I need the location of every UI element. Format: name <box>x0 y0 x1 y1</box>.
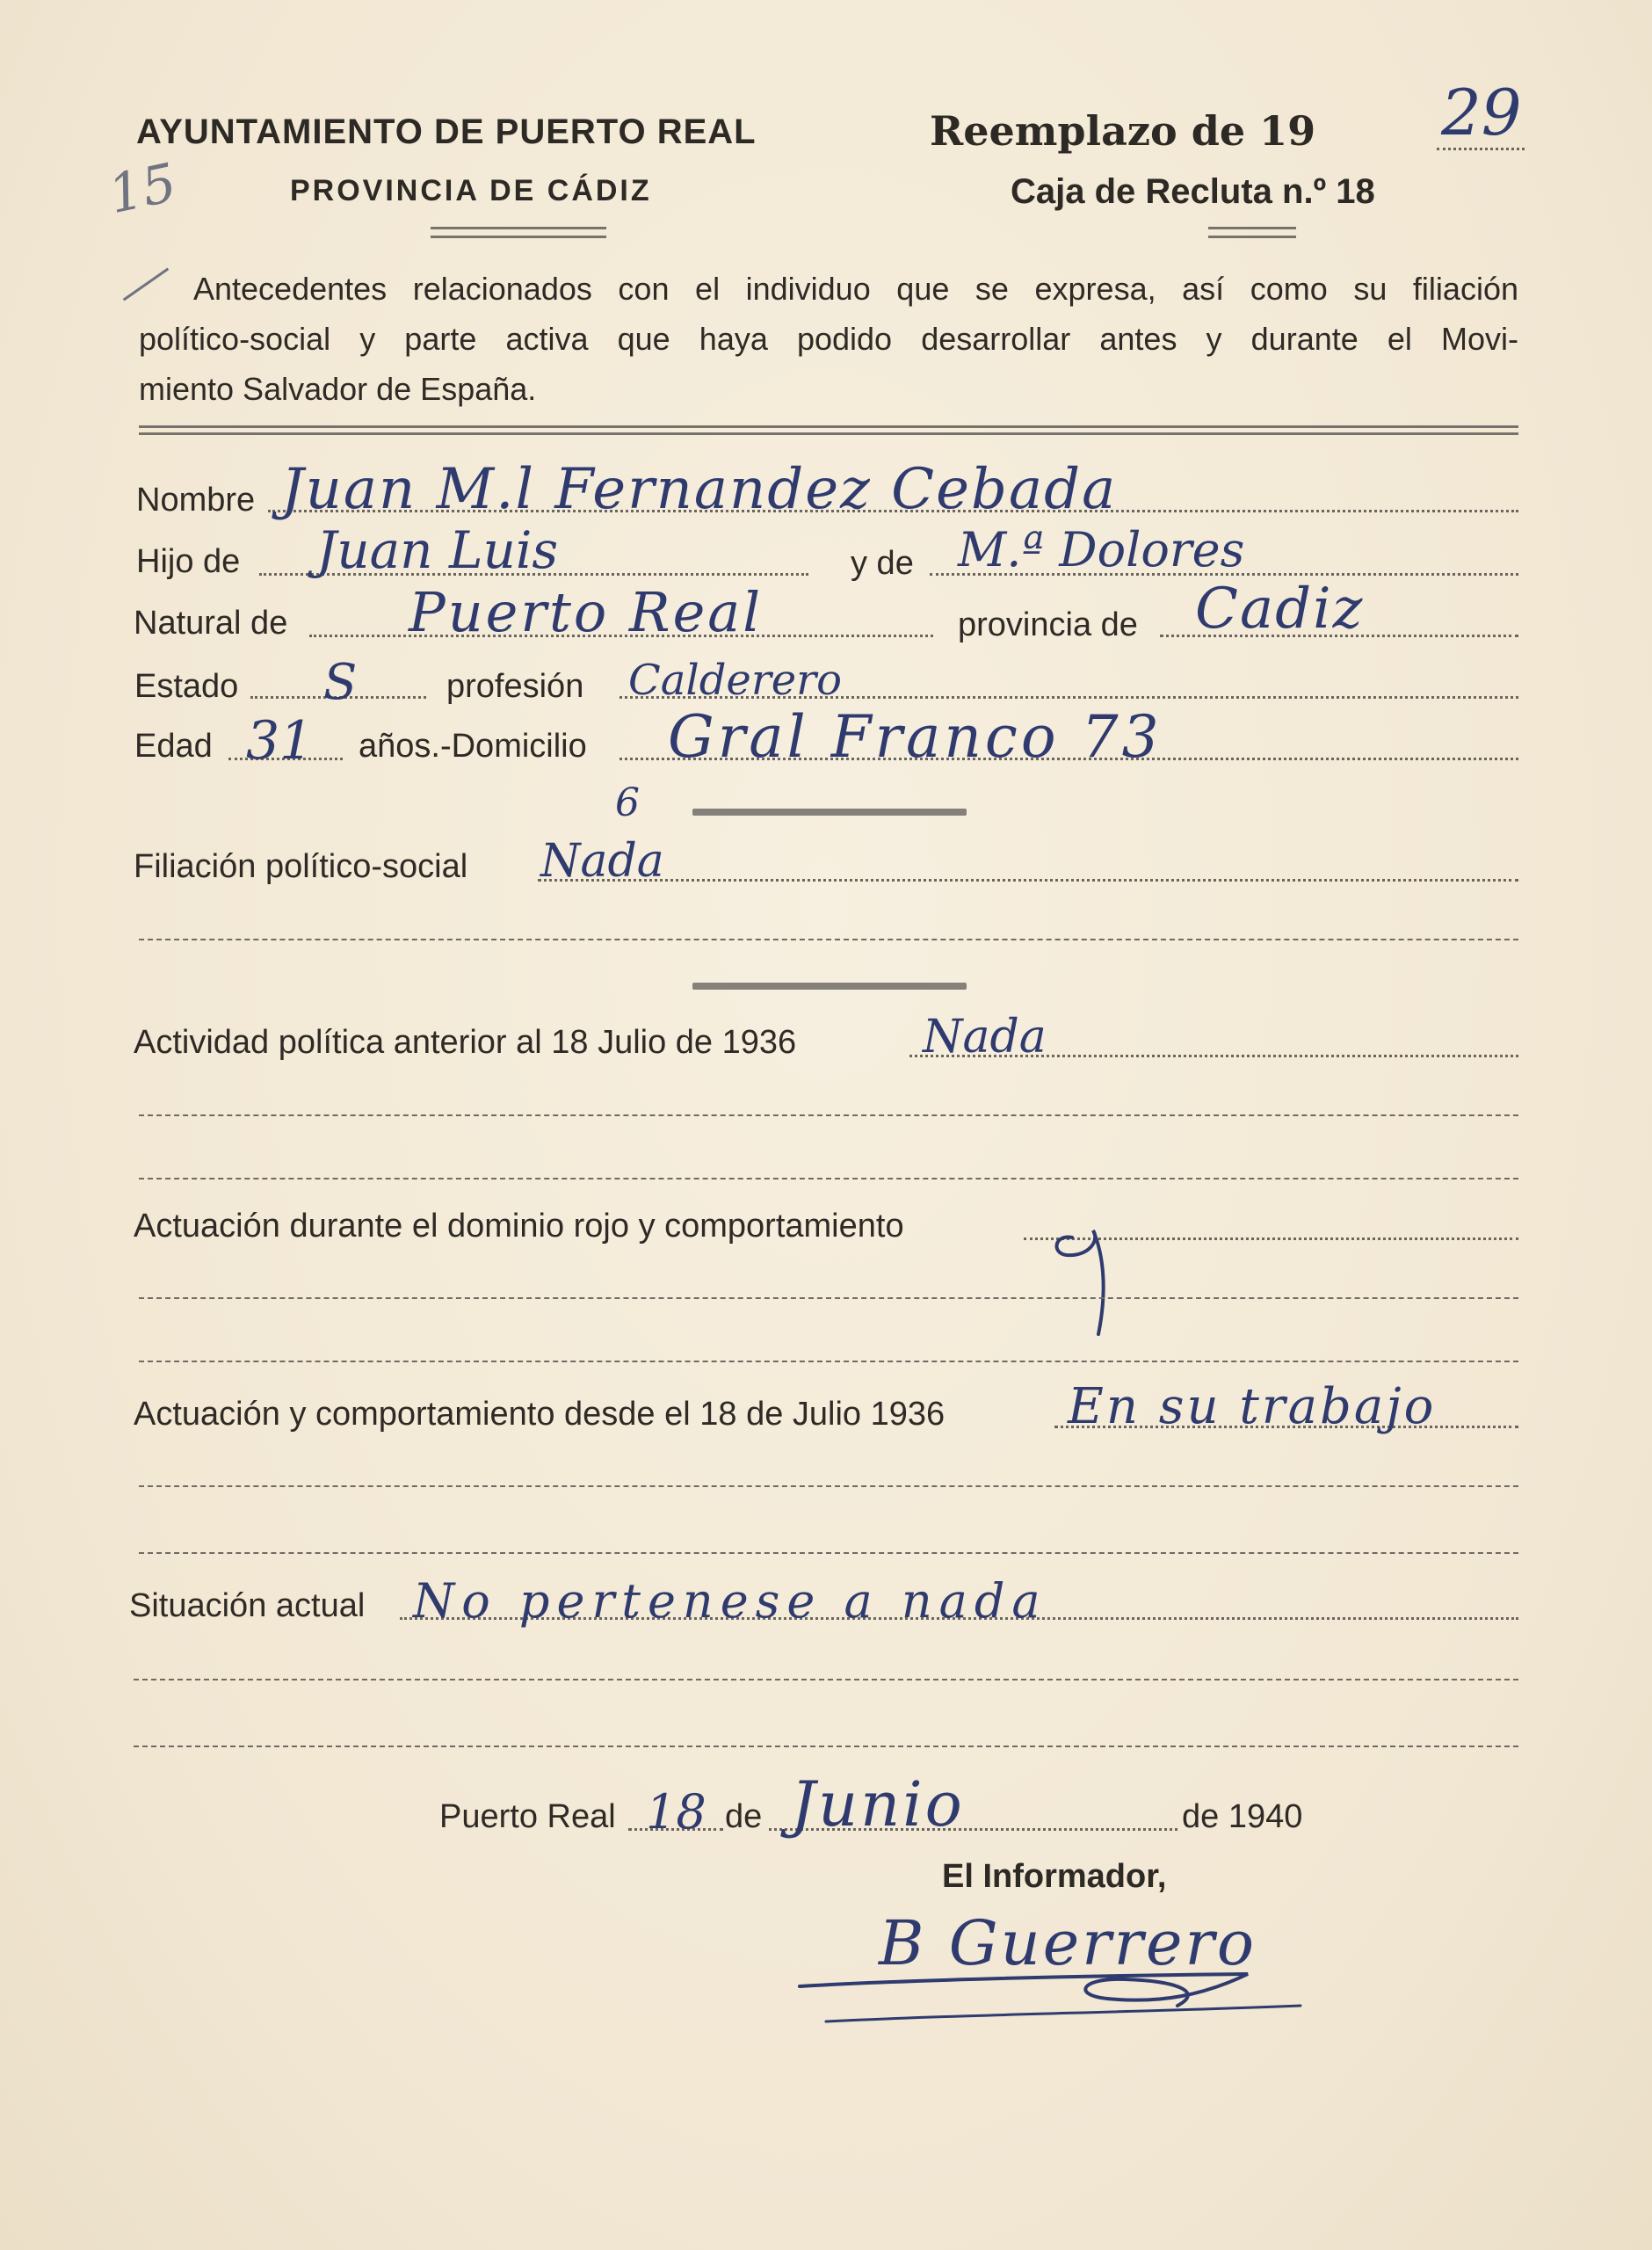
caja-recluta: Caja de Recluta n.º 18 <box>1011 172 1375 211</box>
caja-underline <box>1208 227 1296 238</box>
intro-line-2: político-social y parte activa que haya podido desarrollar antes y durante el Movi- <box>139 321 1518 357</box>
margin-note: 15 <box>103 151 182 227</box>
divider-bar-1 <box>692 809 967 816</box>
edad-value: 31 <box>246 710 314 772</box>
filiacion-extra-line <box>139 939 1518 940</box>
reemplazo-label: Reemplazo de 19 <box>930 107 1316 155</box>
hijo-de-label: Hijo de <box>136 543 241 580</box>
actuacion-rojo-extra-line-2 <box>139 1361 1518 1362</box>
actuacion-desde-value: En su trabajo <box>1068 1378 1437 1435</box>
profesion-label: profesión <box>446 668 584 705</box>
edad-label: Edad <box>134 728 213 765</box>
profesion-value: Calderero <box>628 656 843 705</box>
actuacion-desde-label: Actuación y comportamiento desde el 18 de Julio 1936 <box>134 1396 946 1433</box>
footer-de: de <box>725 1798 763 1835</box>
nombre-label: Nombre <box>136 482 256 519</box>
nombre-value: Juan M.l Fernandez Cebada <box>281 457 1118 522</box>
province-underline <box>431 227 606 238</box>
intro-line-3: miento Salvador de España. <box>139 371 537 407</box>
footer-place: Puerto Real <box>439 1798 616 1835</box>
hijo-de-value: Juan Luis <box>316 520 559 580</box>
estado-label: Estado <box>134 668 239 705</box>
actuacion-desde-extra-line-2 <box>139 1552 1518 1554</box>
actuacion-rojo-extra-line-1 <box>139 1297 1518 1299</box>
actividad-extra-line-2 <box>139 1178 1518 1179</box>
informer-label: El Informador, <box>942 1858 1167 1895</box>
province-title: PROVINCIA DE CÁDIZ <box>290 174 652 207</box>
estado-value: S <box>323 654 358 711</box>
footer-year: de 1940 <box>1182 1798 1303 1835</box>
footer-month: Junio <box>791 1768 965 1840</box>
provincia-de-label: provincia de <box>958 606 1138 643</box>
actividad-extra-line-1 <box>139 1114 1518 1116</box>
provincia-de-value: Cadiz <box>1195 577 1365 642</box>
situacion-extra-line-1 <box>134 1679 1518 1680</box>
footer-day: 18 <box>646 1784 706 1840</box>
natural-de-value: Puerto Real <box>409 580 764 644</box>
intro-paragraph <box>139 264 1518 414</box>
situacion-extra-line-2 <box>134 1746 1518 1747</box>
filiacion-value: Nada <box>540 835 664 888</box>
filiacion-mark: 6 <box>615 780 640 825</box>
actividad-value: Nada <box>923 1011 1047 1063</box>
domicilio-label: años.-Domicilio <box>359 728 587 765</box>
y-de-value: M.ª Dolores <box>958 522 1245 577</box>
actividad-label: Actividad política anterior al 18 Julio de 1936 <box>134 1024 797 1061</box>
section-separator <box>139 425 1518 435</box>
filiacion-label: Filiación político-social <box>134 848 468 885</box>
reemplazo-year-line <box>1437 148 1525 150</box>
situacion-label: Situación actual <box>129 1587 366 1624</box>
reemplazo-year-handwritten: 29 <box>1441 76 1522 149</box>
actuacion-rojo-label: Actuación durante el dominio rojo y comportamiento <box>134 1208 904 1245</box>
intro-line-1: Antecedentes relacionados con el individuo que se expresa, así como su filiación <box>193 271 1518 307</box>
filiacion-line <box>538 879 1518 882</box>
divider-bar-2 <box>692 983 967 990</box>
actuacion-desde-extra-line-1 <box>139 1485 1518 1487</box>
y-de-label: y de <box>851 545 914 582</box>
domicilio-value: Gral Franco 73 <box>668 703 1163 771</box>
signature: B Guerrero <box>879 1907 1257 1979</box>
municipality-title: AYUNTAMIENTO DE PUERTO REAL <box>136 112 757 151</box>
situacion-value: No pertenese a nada <box>413 1573 1047 1629</box>
actuacion-rojo-scribble <box>1046 1202 1125 1343</box>
natural-de-label: Natural de <box>134 605 288 642</box>
signature-flourish <box>791 1960 1318 2057</box>
